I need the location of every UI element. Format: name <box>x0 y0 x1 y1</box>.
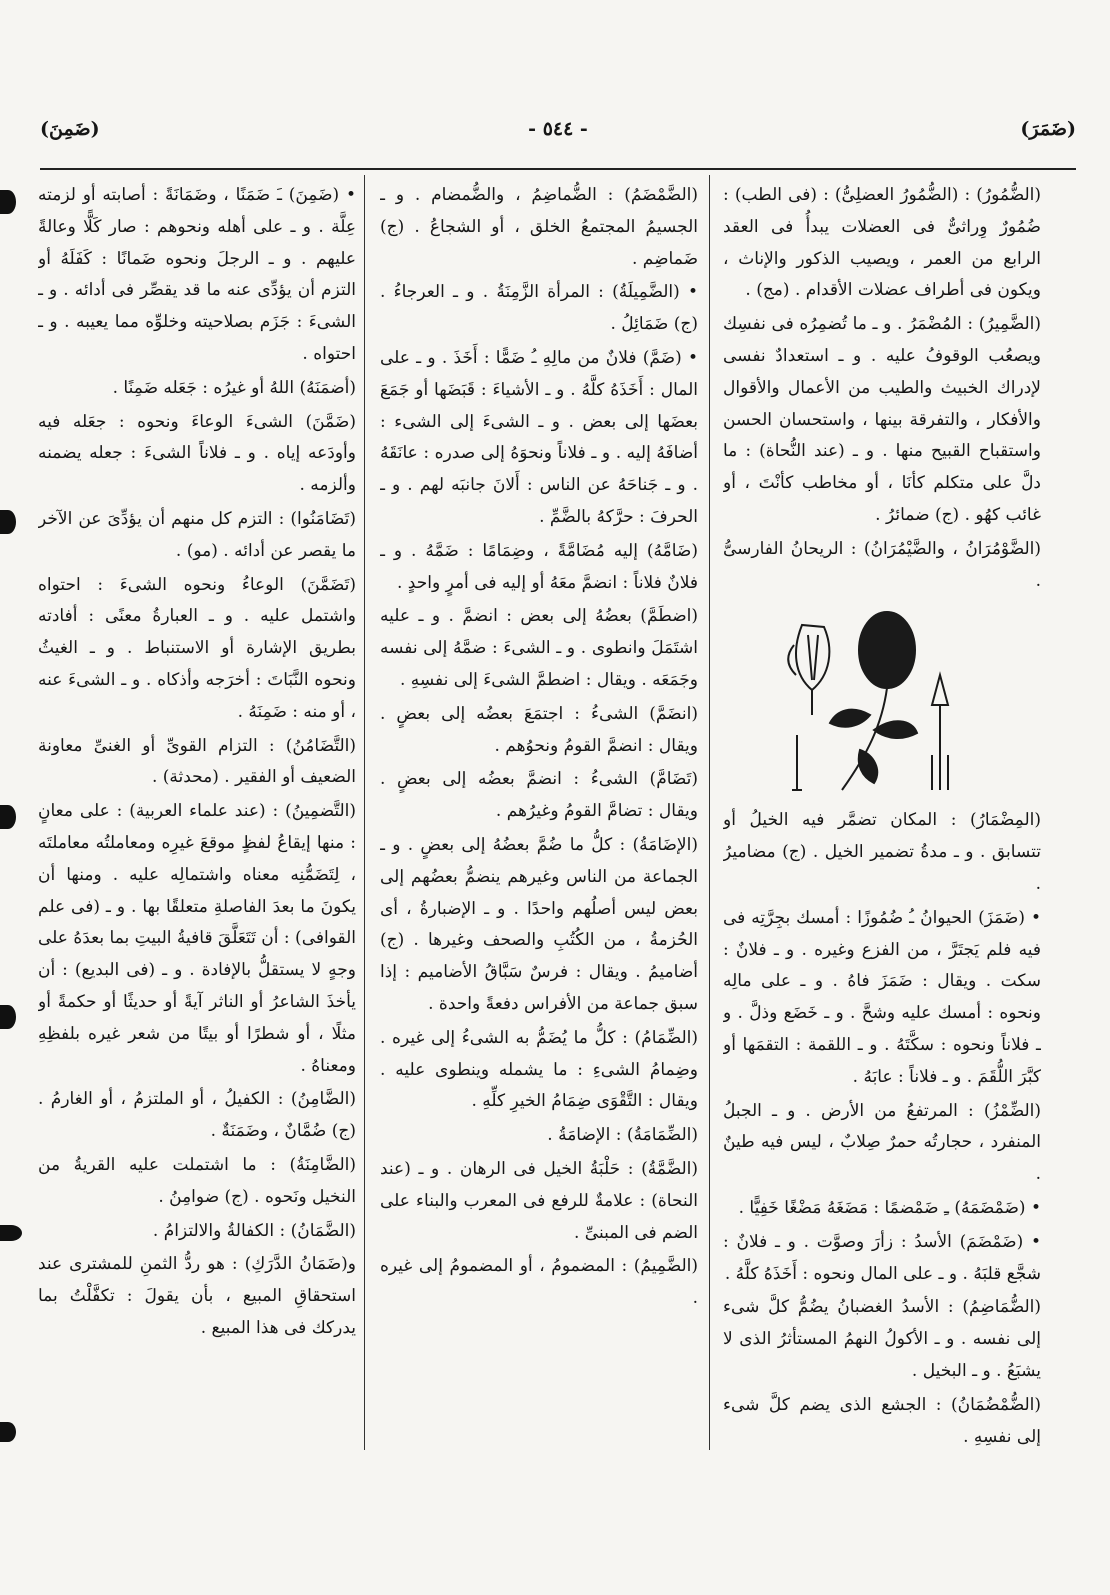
column-divider <box>364 175 365 1450</box>
column-left <box>38 180 356 1450</box>
page-number: - ٥٤٤ - <box>528 118 588 140</box>
entry: (تَضَامَّ) الشىءُ : انضمَّ بعضُه إلى بعضٍ . ويقال : تضامَّ القومُ وغيرُهم . <box>380 769 698 822</box>
column-middle <box>380 180 698 1450</box>
scan-edge-mark <box>0 190 16 214</box>
scan-edge-mark <box>0 805 16 829</box>
entry: (الضُّمْضُمَانُ) : الجشع الذى يضم كلَّ شىء إلى نفسِهِ . <box>723 1394 1041 1447</box>
entry: • (ضَمْضَمَهُ) ـِ ضَمْضمًا : مَضَغَهُ مَضْغًا خَفِيًّا . <box>738 1197 1041 1218</box>
entry: (أضمَنَهُ) اللهُ أو غيرُه : جَعَله ضَمِنًا . <box>112 377 356 398</box>
entry: (الضَّمِيرُ) : المُضْمَرُ . و ـ ما تُضمِرُه فى نفسِك ويصعُب الوقوفُ عليه . و ـ استعدادٌ نفسى لإدراك الخبيث والطيب من الأعمال والأقوال والأفكار ، والتفرقة بينها ، واستحسان الحسن واستقباح القبيح منها . و ـ (عند النُّحاة) : ما دلَّ على متكلم كأنَا ، أو مخاطب كأنْتَ ، أو غائب كهُو . (ج) ضمائرُ . <box>723 314 1041 525</box>
entry: (الضِّمَامَةُ) : الإضامَةُ . <box>547 1125 698 1146</box>
entry: • (ضَمَّ) فلانٌ من مالِهِ ـُ ضَمًّا : أَخَذَ . و ـ على المال : أَخَذَهُ كلَّهُ . و ـ الأشياءَ : قَبَضَها أو جَمَعَ بعضَها إلى بعض . و ـ الشىءَ إلى الشىء : أضافَهُ إليه . و ـ فلاناً ونحوَهُ إلى صدره : عانَقَهُ . و ـ جَناحَهُ عن الناس : أَلانَ جانبَه لهم . و ـ الحرفَ : حرَّكهُ بالضَّمِّ . <box>380 347 698 527</box>
scan-edge-mark <box>0 1225 22 1241</box>
header-guide-word-left: (ضَمِنَ) <box>40 118 100 140</box>
scan-edge-mark <box>0 1005 16 1029</box>
plant-illustration <box>782 605 982 795</box>
entry: • (ضَمَزَ) الحيوانُ ـُ ضُمُوزًا : أمسك بجِرَّتِه فى فيه فلم يَجتَرَّ ، من الفزع وغيره . و ـ فلانٌ : سكت . ويقال : ضَمَزَ فاهُ . و ـ على مالِه ونحوه : أمسك عليه وشحَّ . و ـ خَضَع وذلَّ . و ـ فلاناً ونحوه : سكَّتَهُ . و ـ اللقمة : التقمَها أو كبَّرَ اللُّقَمَ . و ـ فلاناً : عابَهُ . <box>723 907 1041 1087</box>
page-header <box>40 118 1076 152</box>
entry: (الضُّمُورُ) : (الضُّمُورُ العضلِىُّ) : (فى الطب) : ضُمُورٌ وِراثىٌّ فى العضلات يبدأُ فى العقد الرابع من العمر ، ويصيب الذكور والإناث ، ويكون فى أطراف عضلات الأقدام . (مج) . <box>723 185 1041 301</box>
header-guide-word-right: (ضَمَرَ) <box>1020 118 1076 140</box>
scan-edge-mark <box>0 510 16 534</box>
entry: (الضَّمَّةُ) : حَلْبَةُ الخيل فى الرهان . و ـ (عند النحاة) : علامةٌ للرفع فى المعرب والبناء على الضم فى المبنىِّ . <box>380 1158 698 1243</box>
entry: • (الضَّمِيلَةُ) : المرأة الزَّمِنَةُ . و ـ العرجاءُ . (ج) ضَمَائِلُ . <box>380 282 698 335</box>
entry: (الضَّامِنَةُ) : ما اشتملت عليه القريةُ من النخيل ونَحوه . (ج) ضوامِنُ . <box>38 1154 356 1207</box>
entry: (الإضَامَةُ) : كلُّ ما ضُمَّ بعضُهُ إلى بعضٍ . و ـ الجماعة من الناس وغيرهم ينضمُّ بعضُهم إلى بعض ليس أصلُهم واحدًا . و ـ الإضبارةُ ، أى الحُزمةُ ، من الكُتُبِ والصحف وغيرها . (ج) أضاميمُ . ويقال : فرسٌ سَبَّاقُ الأضاميم : إذا سبق جماعة من الأفراس دفعةً واحدة . <box>380 834 698 1014</box>
header-rule <box>40 168 1076 170</box>
entry: (الضَّوْمُرَانُ ، والضَّيْمُرَانُ) : الريحانُ الفارسىُّ . <box>723 538 1041 591</box>
entry: (اضطَمَّ) بعضُهُ إلى بعض : انضمَّ . و ـ عليه اشتَمَلَ وانطوى . و ـ الشىءَ : ضمَّهُ إلى نفسه وجَمَعَه . ويقال : اضطمَّ الشىءَ إلى نفسِهِ . <box>380 606 698 690</box>
entry: (الضَّمِيمُ) : المضمومُ ، أو المضمومُ إلى غيره . <box>380 1256 698 1309</box>
entry: (الضَّامِنُ) : الكفيلُ ، أو الملتزمُ ، أو الغارمُ . (ج) ضُمَّانٌ ، وضَمَنَةٌ . <box>38 1089 356 1142</box>
entry: و(ضَمَانُ الدَّرَكِ) : هو ردُّ الثمنِ للمشترى عند استحقاقِ المبيع ، بأن يقولَ : تكفَّلْتُ بما يدركك فى هذا المبيع . <box>38 1254 356 1338</box>
entry: (الضِّمْزُ) : المرتفعُ من الأرض . و ـ الجبلُ المنفرد ، حجارتُه حمرٌ صِلابٌ ، ليس فيه طينٌ . <box>723 1100 1041 1185</box>
entry: (التَّضَامُنُ) : التزام القوىِّ أو الغنىِّ معاونة الضعيف أو الفقير . (محدثة) . <box>38 735 356 788</box>
column-divider <box>709 175 710 1450</box>
entry: (تَضَمَّنَ) الوعاءُ ونحوه الشىءَ : احتواه واشتمل عليه . و ـ العبارةُ معنًى : أفادته بطريق الإشارة أو الاستنباط . و ـ الغيثُ ونحوه النَّبَاتَ : أخرَجه وأذكاه . و ـ الشىءَ عنه ، أو منه : ضَمِنَهُ . <box>38 574 356 722</box>
entry: (ضَمَّنَ) الشىءَ الوعاءَ ونحوه : جعَله فيه وأودَعه إياه . و ـ فلاناً الشىءَ : جعله يضمنه وألزمه . <box>38 411 356 496</box>
entry: • (ضَمْضَمَ) الأسدُ : زأرَ وصوَّت . و ـ فلانٌ : شجَّع قلبَهُ . و ـ على المال ونحوه : أَخَذَهُ كلَّهُ . <box>723 1231 1041 1284</box>
entry: (التَّضمِينُ) : (عند علماء العربية) : على معانٍ : منها إيقاعُ لفظٍ موقعَ غيرِه ومعاملتُه معاملتَه ، لِتَضَمُّنِه معناه واشتمالِه عليه . ومنها أن يكونَ ما بعدَ الفاصلةِ متعلقًا بها . و ـ (فى علم القوافى) : أن تَتَعَلَّقَ قافيةُ البيتِ بما بعدَهُ على وجهٍ لا يستقلُّ بالإفادة . و ـ (فى البديع) : أن يأخذَ الشاعرُ أو الناثر آيةً أو حديثًا أو حكمةً أو مثلًا ، أو شطرًا أو بيتًا من شعر غيره بلفظِهِ ومعناهُ . <box>38 801 356 1076</box>
entry: (تَضَامَنُوا) : التزم كل منهم أن يؤدِّىَ عن الآخر ما يقصر عن أدائه . (مو) . <box>38 508 356 561</box>
entry: (الضَّمَانُ) : الكفالةُ والالتزامُ . <box>152 1220 356 1241</box>
column-right <box>723 180 1041 1450</box>
entry: (الضَّمْضَمُ) : الضُّماضِمُ ، والضُّمضام . و ـ الجسيمُ المجتمعُ الخلق ، أو الشجاعُ . (ج) ضَماضِم . <box>380 185 698 269</box>
entry: (انضَمَّ) الشىءُ : اجتمَعَ بعضُه إلى بعضٍ . ويقال : انضمَّ القومُ ونحوُهم . <box>380 703 698 756</box>
entry: (المِضْمَارُ) : المكان تضمَّر فيه الخيلُ أو تتسابق . و ـ مدةُ تضمير الخيل . (ج) مضاميرُ . <box>723 810 1041 894</box>
scan-edge-mark <box>0 1422 16 1442</box>
entry: (الضُّمَاضِمُ) : الأسدُ الغضبانُ يضُمُّ كلَّ شىء إلى نفسه . و ـ الأكولُ النهمُ المستأثرُ الذى لا يشبَعُ . و ـ البخيل . <box>723 1297 1041 1381</box>
entry: (الضِّمَامُ) : كلُّ ما يُضَمُّ به الشىءُ إلى غيره . وضِمامُ الشىءِ : ما يشمله وينطوى عليه . ويقال : التَّقْوَى ضِمَامُ الخيرِ كلِّهِ . <box>380 1027 698 1112</box>
entry: • (ضَمِنَ) ـَ ضَمَنًا ، وضَمَانَةً : أصابته أو لزمته عِلَّة . و ـ على أهله ونحوهم : صار كَلًّا وعالةً عليهم . و ـ الرجلَ ونحوه ضَمانًا : كَفَلَهُ أو التزم أن يؤدِّى عنه ما قد يقصِّر فى أدائه . و ـ الشىءَ : جَزَم بصلاحيته وخلوِّه مما يعيبه . و ـ احتواه . <box>38 185 356 364</box>
entry: (ضَامَّهُ) إليه مُضَامَّةً ، وضِمَامًا : ضَمَّهُ . و ـ فلانٌ فلاناً : انضمَّ معَهُ أو إليه فى أمرٍ واحدٍ . <box>380 540 698 593</box>
